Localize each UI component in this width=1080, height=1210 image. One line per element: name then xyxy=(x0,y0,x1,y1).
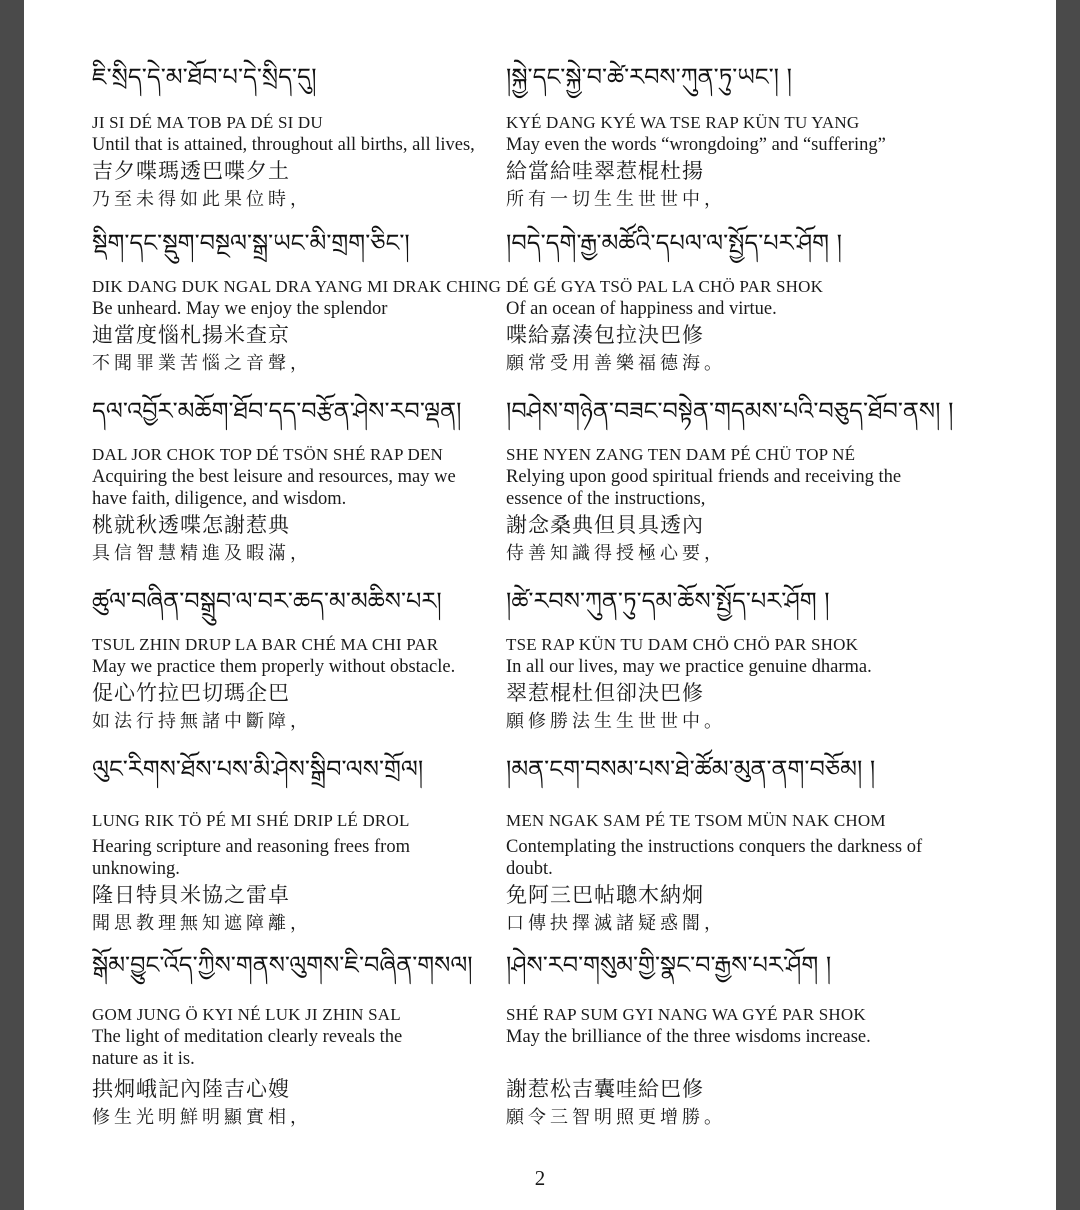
transliteration: SHE NYEN ZANG TEN DAM PÉ CHÜ TOP NÉ xyxy=(506,445,856,464)
verse-3-left xyxy=(92,394,562,568)
chinese-text: 願常受用善樂福德海。 xyxy=(506,353,726,374)
tibetan-line: ལུང་རིགས་ཐོས་པས་མི་ཤེས་སྒྲིབ་ལས་གྲོལ། xyxy=(92,755,424,783)
chinese-phonetic: 喋給嘉湊包拉決巴修 xyxy=(506,323,704,347)
verse-6-right xyxy=(506,948,1006,1132)
chinese-phonetic: 謝惹松吉囊哇給巴修 xyxy=(506,1077,704,1101)
chinese-text: 口傳抉擇滅諸疑惑闇， xyxy=(506,913,726,934)
transliteration: DAL JOR CHOK TOP DÉ TSÖN SHÉ RAP DEN xyxy=(92,445,444,464)
verse-2-right xyxy=(506,226,1006,378)
chinese-text: 如法行持無諸中斷障， xyxy=(92,711,312,732)
transliteration: GOM JUNG Ö KYI NÉ LUK JI ZHIN SAL xyxy=(92,1005,401,1024)
tibetan-line: ཇི་སྲིད་དེ་མ་ཐོབ་པ་དེ་སྲིད་དུ། xyxy=(92,63,317,91)
verse-2-left xyxy=(92,226,562,378)
transliteration: DIK DANG DUK NGAL DRA YANG MI DRAK CHING xyxy=(92,277,502,296)
verse-1-right xyxy=(506,60,1006,214)
chinese-phonetic: 促心竹拉巴切瑪企巴 xyxy=(92,681,290,705)
verse-4-right xyxy=(506,584,1006,736)
tibetan-line: སྒོམ་བྱུང་འོད་ཀྱིས་གནས་ལུགས་ཇི་བཞིན་གསལ། xyxy=(92,951,473,979)
english-translation: May the brilliance of the three wisdoms increase. xyxy=(506,1027,871,1047)
transliteration: TSE RAP KÜN TU DAM CHÖ CHÖ PAR SHOK xyxy=(506,635,859,654)
page-number: 2 xyxy=(534,1166,546,1190)
chinese-text: 修生光明鮮明顯實相， xyxy=(92,1107,312,1128)
english-translation: Of an ocean of happiness and virtue. xyxy=(506,299,777,319)
tibetan-line: །བདེ་དགེ་རྒྱ་མཚོའི་དཔལ་ལ་སྤྱོད་པར་ཤོག ། xyxy=(506,229,842,257)
verse-3-right xyxy=(506,394,1006,568)
chinese-text: 不聞罪業苦惱之音聲， xyxy=(92,353,312,374)
chinese-phonetic: 翠惹棍杜但卻決巴修 xyxy=(506,681,704,705)
english-translation: The light of meditation clearly reveals the nature as it is. xyxy=(92,1027,403,1069)
chinese-text: 具信智慧精進及暇滿， xyxy=(92,543,312,564)
english-translation: Until that is attained, throughout all births, all lives, xyxy=(92,135,475,155)
verse-5-right xyxy=(506,752,1006,938)
chinese-phonetic: 謝念桑典但貝具透內 xyxy=(506,513,704,537)
english-translation: May even the words “wrongdoing” and “suffering” xyxy=(506,135,886,155)
chinese-phonetic: 隆日特貝米協之雷卓 xyxy=(92,883,290,907)
verse-5-left xyxy=(92,752,562,938)
chinese-phonetic: 桃就秋透喋怎謝惹典 xyxy=(92,513,290,537)
tibetan-line: །ཚེ་རབས་ཀུན་ཏུ་དམ་ཆོས་སྤྱོད་པར་ཤོག ། xyxy=(506,587,830,615)
english-translation: Relying upon good spiritual friends and receiving the essence of the instructions, xyxy=(506,467,902,509)
tibetan-line: དལ་འབྱོར་མཆོག་ཐོབ་དད་བརྩོན་ཤེས་རབ་ལྡན། xyxy=(92,397,462,425)
chinese-phonetic: 給當給哇翠惹棍杜揚 xyxy=(506,159,704,183)
chinese-phonetic: 拱炯峨記內陸吉心嫂 xyxy=(92,1077,290,1101)
english-translation: In all our lives, may we practice genuine dharma. xyxy=(506,657,872,677)
chinese-phonetic: 吉夕喋瑪透巴喋夕土 xyxy=(92,159,290,183)
verse-1-left xyxy=(92,60,562,214)
transliteration: SHÉ RAP SUM GYI NANG WA GYÉ PAR SHOK xyxy=(506,1005,866,1024)
tibetan-line: །མན་ངག་བསམ་པས་ཐེ་ཚོམ་མུན་ནག་བཅོམ། ། xyxy=(506,755,876,783)
transliteration: KYÉ DANG KYÉ WA TSE RAP KÜN TU YANG xyxy=(506,113,860,132)
verse-6-left xyxy=(92,948,562,1132)
english-translation: Hearing scripture and reasoning frees from unknowing. xyxy=(92,837,410,879)
chinese-text: 願修勝法生生世世中。 xyxy=(506,711,726,732)
tibetan-line: །བཤེས་གཉེན་བཟང་བསྟེན་གདམས་པའི་བཅུད་ཐོབ་ནས། ། xyxy=(506,397,954,425)
chinese-text: 侍善知識得授極心要， xyxy=(506,543,726,564)
transliteration: MEN NGAK SAM PÉ TE TSOM MÜN NAK CHOM xyxy=(506,811,886,830)
transliteration: TSUL ZHIN DRUP LA BAR CHÉ MA CHI PAR xyxy=(92,635,439,654)
chinese-text: 所有一切生生世世中， xyxy=(506,189,726,210)
tibetan-line: ཚུལ་བཞིན་བསྒྲུབ་ལ་བར་ཆད་མ་མཆིས་པར། xyxy=(92,587,442,615)
tibetan-line: །ཤེས་རབ་གསུམ་གྱི་སྣང་བ་རྒྱས་པར་ཤོག ། xyxy=(506,951,832,979)
chinese-text: 聞思教理無知遮障離， xyxy=(92,913,312,934)
chinese-phonetic: 迪當度惱札揚米查京 xyxy=(92,323,290,347)
english-translation: Acquiring the best leisure and resources, may we have faith, diligence, and wisdom. xyxy=(92,467,456,509)
english-translation: Contemplating the instructions conquers the darkness of doubt. xyxy=(506,837,923,879)
transliteration: LUNG RIK TÖ PÉ MI SHÉ DRIP LÉ DROL xyxy=(92,811,410,830)
english-translation: Be unheard. May we enjoy the splendor xyxy=(92,299,388,319)
document-page xyxy=(24,0,1056,1210)
verse-4-left xyxy=(92,584,562,736)
tibetan-line: །སྐྱེ་དང་སྐྱེ་བ་ཚེ་རབས་ཀུན་ཏུ་ཡང་། ། xyxy=(506,63,792,91)
english-translation: May we practice them properly without obstacle. xyxy=(92,657,456,677)
chinese-text: 願令三智明照更增勝。 xyxy=(506,1107,726,1128)
transliteration: JI SI DÉ MA TOB PA DÉ SI DU xyxy=(92,113,323,132)
tibetan-line: སྡིག་དང་སྡུག་བསྔལ་སྒྲ་ཡང་མི་གྲག་ཅིང་། xyxy=(92,229,410,257)
chinese-phonetic: 免阿三巴帖聰木納炯 xyxy=(506,883,704,907)
chinese-text: 乃至未得如此果位時， xyxy=(92,189,312,210)
transliteration: DÉ GÉ GYA TSÖ PAL LA CHÖ PAR SHOK xyxy=(506,277,824,296)
